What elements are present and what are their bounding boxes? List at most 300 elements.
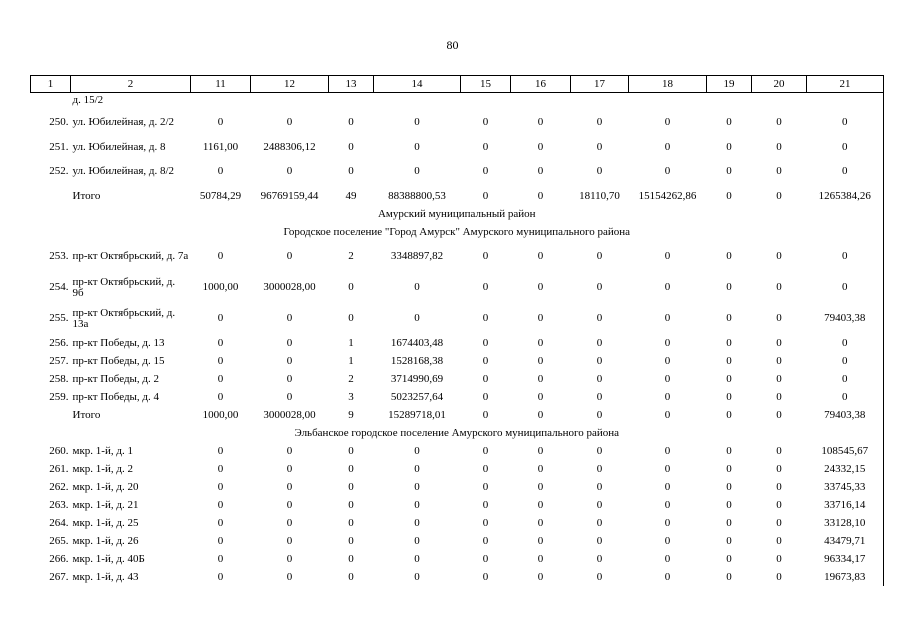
value-cell: 0 <box>286 462 293 475</box>
table-row <box>31 241 884 272</box>
value-cell: 0 <box>664 165 671 177</box>
value-cell: 0 <box>286 480 293 493</box>
row-number <box>31 187 71 205</box>
row-number: 263. <box>49 498 69 511</box>
value-cell: 0 <box>286 516 293 529</box>
value-cell: 0 <box>776 354 782 367</box>
value-cell: 0 <box>596 140 603 153</box>
value-cell: 0 <box>776 534 782 547</box>
value-cell: 0 <box>537 189 544 202</box>
value-cell: 2488306,12 <box>263 140 316 153</box>
value-cell: 0 <box>286 116 293 128</box>
value-cell: 0 <box>286 372 293 385</box>
address-cell: мкр. 1-й, д. 40Б <box>72 552 145 565</box>
address-cell: мкр. 1-й, д. 2 <box>72 462 133 475</box>
address-cell: Итого <box>72 408 101 421</box>
value-cell: 0 <box>537 281 544 293</box>
table-row <box>31 550 884 568</box>
value-cell: 0 <box>482 281 489 293</box>
value-cell: 0 <box>776 372 782 385</box>
value-cell: 0 <box>414 516 420 529</box>
value-cell: 79403,38 <box>807 406 884 424</box>
value-cell: 0 <box>537 336 544 349</box>
value-cell: 50784,29 <box>199 189 242 202</box>
value-cell: 88388800,53 <box>388 189 446 202</box>
value-cell: 0 <box>596 372 603 385</box>
value-cell: 0 <box>596 534 603 547</box>
table-row <box>31 138 884 156</box>
column-header: 21 <box>807 76 884 93</box>
value-cell: 0 <box>807 388 884 406</box>
row-number: 255. <box>49 312 69 324</box>
value-cell: 0 <box>726 354 732 367</box>
value-cell: 0 <box>482 336 489 349</box>
value-cell: 0 <box>664 354 671 367</box>
table-row <box>31 442 884 460</box>
value-cell: 0 <box>807 272 884 303</box>
value-cell: 0 <box>596 408 603 421</box>
value-cell: 0 <box>807 156 884 187</box>
value-cell: 0 <box>807 370 884 388</box>
address-cell: мкр. 1-й, д. 43 <box>72 570 139 583</box>
value-cell: 0 <box>217 462 224 475</box>
row-number <box>31 406 71 424</box>
table-row <box>31 272 884 303</box>
row-number: 257. <box>49 354 69 367</box>
value-cell: 0 <box>664 140 671 153</box>
value-cell: 0 <box>776 281 782 293</box>
value-cell: 0 <box>414 312 420 324</box>
value-cell: 0 <box>726 140 732 153</box>
value-cell: 0 <box>776 444 782 457</box>
value-cell: 0 <box>217 372 224 385</box>
value-cell: 0 <box>217 516 224 529</box>
value-cell: 0 <box>726 336 732 349</box>
table-row <box>31 496 884 514</box>
value-cell: 0 <box>664 250 671 262</box>
value-cell: 3714990,69 <box>390 372 444 385</box>
value-cell: 0 <box>596 516 603 529</box>
value-cell: 0 <box>414 444 420 457</box>
table-row <box>31 514 884 532</box>
row-number: 264. <box>49 516 69 529</box>
row-number: 267. <box>49 570 69 583</box>
value-cell <box>374 93 461 108</box>
value-cell: 0 <box>664 281 671 293</box>
row-number: 252. <box>49 165 69 177</box>
value-cell: 0 <box>482 462 489 475</box>
value-cell: 1000,00 <box>202 281 239 293</box>
value-cell: 18110,70 <box>579 189 620 202</box>
value-cell: 0 <box>482 116 489 128</box>
value-cell: 0 <box>482 552 489 565</box>
value-cell: 0 <box>664 516 671 529</box>
value-cell: 0 <box>217 116 224 128</box>
value-cell: 0 <box>217 336 224 349</box>
value-cell: 0 <box>776 552 782 565</box>
value-cell: 0 <box>596 312 603 324</box>
table-row <box>31 388 884 406</box>
value-cell: 0 <box>414 552 420 565</box>
section-heading-row <box>31 424 884 442</box>
section-heading-row <box>31 205 884 223</box>
value-cell: 0 <box>217 570 224 583</box>
value-cell: 0 <box>537 570 544 583</box>
value-cell: 5023257,64 <box>390 390 444 403</box>
column-header: 20 <box>752 76 807 93</box>
value-cell: 0 <box>596 336 603 349</box>
value-cell: 0 <box>596 165 603 177</box>
value-cell: 0 <box>726 189 732 202</box>
value-cell: 0 <box>726 534 732 547</box>
value-cell: 0 <box>726 312 732 324</box>
value-cell: 0 <box>664 408 671 421</box>
value-cell: 0 <box>482 408 489 421</box>
value-cell: 0 <box>726 462 732 475</box>
value-cell: 0 <box>348 444 354 457</box>
value-cell: 0 <box>348 534 354 547</box>
address-cell: мкр. 1-й, д. 21 <box>72 498 139 511</box>
value-cell: 0 <box>217 165 224 177</box>
value-cell: 0 <box>537 165 544 177</box>
value-cell: 0 <box>414 140 420 153</box>
value-cell: 0 <box>286 534 293 547</box>
value-cell: 0 <box>217 354 224 367</box>
value-cell: 9 <box>348 408 354 421</box>
value-cell: 0 <box>286 336 293 349</box>
value-cell: 0 <box>664 312 671 324</box>
value-cell: 0 <box>537 498 544 511</box>
value-cell <box>191 93 251 108</box>
address-cell: пр-кт Победы, д. 2 <box>72 372 160 385</box>
value-cell: 1161,00 <box>202 140 239 153</box>
value-cell: 0 <box>286 250 293 262</box>
value-cell: 0 <box>537 312 544 324</box>
value-cell: 0 <box>776 116 782 128</box>
column-header: 18 <box>629 76 707 93</box>
value-cell: 0 <box>482 372 489 385</box>
table-row <box>31 156 884 187</box>
value-cell: 0 <box>537 408 544 421</box>
value-cell: 0 <box>596 444 603 457</box>
value-cell <box>329 93 374 108</box>
value-cell: 0 <box>726 281 732 293</box>
table-row <box>31 303 884 334</box>
value-cell: 0 <box>776 140 782 153</box>
address-cell: Итого <box>72 189 101 202</box>
value-cell: 0 <box>596 462 603 475</box>
value-cell: 0 <box>286 444 293 457</box>
column-header: 11 <box>191 76 251 93</box>
value-cell: 0 <box>482 354 489 367</box>
value-cell: 1265384,26 <box>807 187 884 205</box>
column-header: 13 <box>329 76 374 93</box>
value-cell: 0 <box>664 390 671 403</box>
value-cell: 0 <box>348 570 354 583</box>
value-cell: 0 <box>807 241 884 272</box>
value-cell: 0 <box>537 354 544 367</box>
value-cell: 0 <box>217 498 224 511</box>
section-heading-row <box>31 223 884 241</box>
value-cell: 0 <box>776 480 782 493</box>
value-cell: 0 <box>807 138 884 156</box>
value-cell: 0 <box>482 444 489 457</box>
column-header: 15 <box>461 76 511 93</box>
value-cell: 0 <box>537 250 544 262</box>
value-cell: 0 <box>726 116 732 128</box>
value-cell: 0 <box>414 498 420 511</box>
data-table <box>30 75 884 586</box>
address-cell: ул. Юбилейная, д. 2/2 <box>72 116 175 128</box>
value-cell: 0 <box>664 534 671 547</box>
value-cell: 0 <box>537 140 544 153</box>
value-cell: 24332,15 <box>807 460 884 478</box>
value-cell: 0 <box>286 312 293 324</box>
value-cell: 0 <box>482 390 489 403</box>
value-cell: 0 <box>726 390 732 403</box>
value-cell <box>461 93 511 108</box>
value-cell: 0 <box>348 116 354 128</box>
value-cell: 0 <box>537 390 544 403</box>
value-cell: 0 <box>807 334 884 352</box>
value-cell: 49 <box>345 189 357 202</box>
value-cell: 0 <box>482 534 489 547</box>
value-cell: 0 <box>348 462 354 475</box>
value-cell <box>511 93 571 108</box>
column-header: 12 <box>251 76 329 93</box>
value-cell: 0 <box>348 281 354 293</box>
value-cell: 0 <box>482 516 489 529</box>
row-number: 262. <box>49 480 69 493</box>
value-cell: 1 <box>348 336 354 349</box>
page-number: 80 <box>446 38 459 52</box>
value-cell: 0 <box>482 498 489 511</box>
row-number <box>31 93 71 108</box>
value-cell: 0 <box>217 534 224 547</box>
value-cell: 33128,10 <box>807 514 884 532</box>
value-cell: 0 <box>664 116 671 128</box>
value-cell: 0 <box>286 165 293 177</box>
row-number: 266. <box>49 552 69 565</box>
value-cell: 3348897,82 <box>390 250 444 262</box>
value-cell: 0 <box>596 250 603 262</box>
section-heading: Эльбанское городское поселение Амурского муниципального района <box>31 424 884 442</box>
row-number: 256. <box>49 336 69 349</box>
value-cell: 0 <box>726 165 732 177</box>
value-cell: 0 <box>217 552 224 565</box>
value-cell: 96334,17 <box>807 550 884 568</box>
column-header: 1 <box>31 76 71 93</box>
value-cell: 1528168,38 <box>390 354 444 367</box>
value-cell <box>629 93 707 108</box>
value-cell: 0 <box>286 570 293 583</box>
value-cell: 0 <box>726 444 732 457</box>
value-cell: 0 <box>776 516 782 529</box>
value-cell: 0 <box>776 408 782 421</box>
table-header-row <box>31 76 884 93</box>
address-cell: пр-кт Победы, д. 13 <box>72 336 165 349</box>
value-cell: 0 <box>776 498 782 511</box>
value-cell: 15289718,01 <box>388 408 446 421</box>
value-cell: 0 <box>348 312 354 324</box>
value-cell: 0 <box>217 312 224 324</box>
value-cell: 0 <box>414 534 420 547</box>
value-cell: 0 <box>414 462 420 475</box>
value-cell: 108545,67 <box>807 442 884 460</box>
address-cell: мкр. 1-й, д. 20 <box>72 480 139 493</box>
value-cell: 0 <box>664 444 671 457</box>
value-cell: 0 <box>776 250 782 262</box>
address-cell: ул. Юбилейная, д. 8 <box>72 140 166 153</box>
value-cell: 0 <box>217 444 224 457</box>
value-cell: 0 <box>776 165 782 177</box>
value-cell: 0 <box>348 165 354 177</box>
address-cell: д. 15/2 <box>72 93 104 106</box>
value-cell: 15154262,86 <box>638 189 697 202</box>
value-cell: 0 <box>664 336 671 349</box>
value-cell: 79403,38 <box>807 303 884 334</box>
value-cell: 0 <box>776 462 782 475</box>
total-row <box>31 406 884 424</box>
table-row <box>31 460 884 478</box>
value-cell: 3000028,00 <box>263 281 316 293</box>
value-cell: 0 <box>482 570 489 583</box>
value-cell: 0 <box>776 312 782 324</box>
value-cell: 0 <box>726 372 732 385</box>
value-cell: 0 <box>726 250 732 262</box>
table-row <box>31 107 884 138</box>
value-cell: 0 <box>482 312 489 324</box>
value-cell: 33745,33 <box>807 478 884 496</box>
value-cell: 0 <box>664 552 671 565</box>
value-cell: 0 <box>664 372 671 385</box>
table-row <box>31 532 884 550</box>
value-cell: 0 <box>348 516 354 529</box>
value-cell: 3 <box>348 390 354 403</box>
address-cell: пр-кт Победы, д. 15 <box>72 354 165 367</box>
value-cell: 0 <box>217 250 224 262</box>
table-body <box>31 93 884 587</box>
row-number: 265. <box>49 534 69 547</box>
value-cell: 0 <box>482 140 489 153</box>
value-cell: 0 <box>537 552 544 565</box>
value-cell: 3000028,00 <box>263 408 316 421</box>
address-cell: пр-кт Победы, д. 4 <box>72 390 160 403</box>
value-cell: 96769159,44 <box>260 189 319 202</box>
table-row <box>31 568 884 586</box>
value-cell: 0 <box>348 140 354 153</box>
row-number: 253. <box>49 250 69 262</box>
value-cell: 0 <box>726 498 732 511</box>
value-cell: 2 <box>348 372 354 385</box>
address-cell: пр-кт Октябрьский, д. 13а <box>72 306 176 330</box>
value-cell: 0 <box>348 552 354 565</box>
address-cell: ул. Юбилейная, д. 8/2 <box>72 165 175 177</box>
value-cell: 0 <box>537 534 544 547</box>
value-cell: 0 <box>596 354 603 367</box>
value-cell: 0 <box>776 570 782 583</box>
value-cell <box>752 93 807 108</box>
value-cell: 0 <box>726 552 732 565</box>
row-number: 259. <box>49 390 69 403</box>
address-cell: пр-кт Октябрьский, д. 7а <box>72 250 189 262</box>
value-cell: 0 <box>596 116 603 128</box>
value-cell: 0 <box>414 480 420 493</box>
table-row <box>31 370 884 388</box>
value-cell <box>807 93 884 108</box>
value-cell: 0 <box>726 516 732 529</box>
value-cell: 19673,83 <box>807 568 884 586</box>
value-cell: 1 <box>348 354 354 367</box>
table-row <box>31 93 884 108</box>
table-row <box>31 478 884 496</box>
section-heading: Городское поселение "Город Амурск" Амурского муниципального района <box>31 223 884 241</box>
value-cell: 0 <box>596 480 603 493</box>
value-cell: 0 <box>596 281 603 293</box>
value-cell: 0 <box>286 498 293 511</box>
column-header: 14 <box>374 76 461 93</box>
value-cell: 0 <box>482 250 489 262</box>
column-header: 17 <box>571 76 629 93</box>
row-number: 254. <box>49 281 69 293</box>
value-cell: 0 <box>664 570 671 583</box>
value-cell: 1000,00 <box>202 408 239 421</box>
value-cell: 0 <box>596 498 603 511</box>
row-number: 261. <box>49 462 69 475</box>
value-cell: 0 <box>537 372 544 385</box>
value-cell: 0 <box>664 498 671 511</box>
value-cell: 0 <box>414 165 420 177</box>
column-header: 16 <box>511 76 571 93</box>
value-cell: 0 <box>286 354 293 367</box>
value-cell: 0 <box>776 390 782 403</box>
value-cell: 0 <box>286 390 293 403</box>
value-cell: 1674403,48 <box>390 336 444 349</box>
value-cell: 0 <box>664 462 671 475</box>
value-cell: 0 <box>596 552 603 565</box>
value-cell: 0 <box>414 281 420 293</box>
total-row <box>31 187 884 205</box>
value-cell: 0 <box>348 498 354 511</box>
row-number: 258. <box>49 372 69 385</box>
value-cell: 0 <box>286 552 293 565</box>
value-cell: 0 <box>776 336 782 349</box>
value-cell: 0 <box>807 352 884 370</box>
table-row <box>31 352 884 370</box>
table-row <box>31 334 884 352</box>
value-cell: 0 <box>664 480 671 493</box>
value-cell <box>251 93 329 108</box>
address-cell: мкр. 1-й, д. 25 <box>72 516 139 529</box>
value-cell: 0 <box>726 408 732 421</box>
value-cell: 0 <box>348 480 354 493</box>
value-cell: 0 <box>537 480 544 493</box>
value-cell <box>707 93 752 108</box>
value-cell: 0 <box>537 462 544 475</box>
value-cell: 0 <box>776 189 782 202</box>
value-cell: 0 <box>482 165 489 177</box>
value-cell: 0 <box>726 480 732 493</box>
value-cell: 43479,71 <box>807 532 884 550</box>
value-cell: 0 <box>217 390 224 403</box>
value-cell: 0 <box>596 390 603 403</box>
value-cell: 0 <box>482 189 489 202</box>
value-cell: 0 <box>482 480 489 493</box>
address-cell: мкр. 1-й, д. 26 <box>72 534 139 547</box>
value-cell: 0 <box>414 570 420 583</box>
column-header: 2 <box>71 76 191 93</box>
row-number: 260. <box>49 444 69 457</box>
